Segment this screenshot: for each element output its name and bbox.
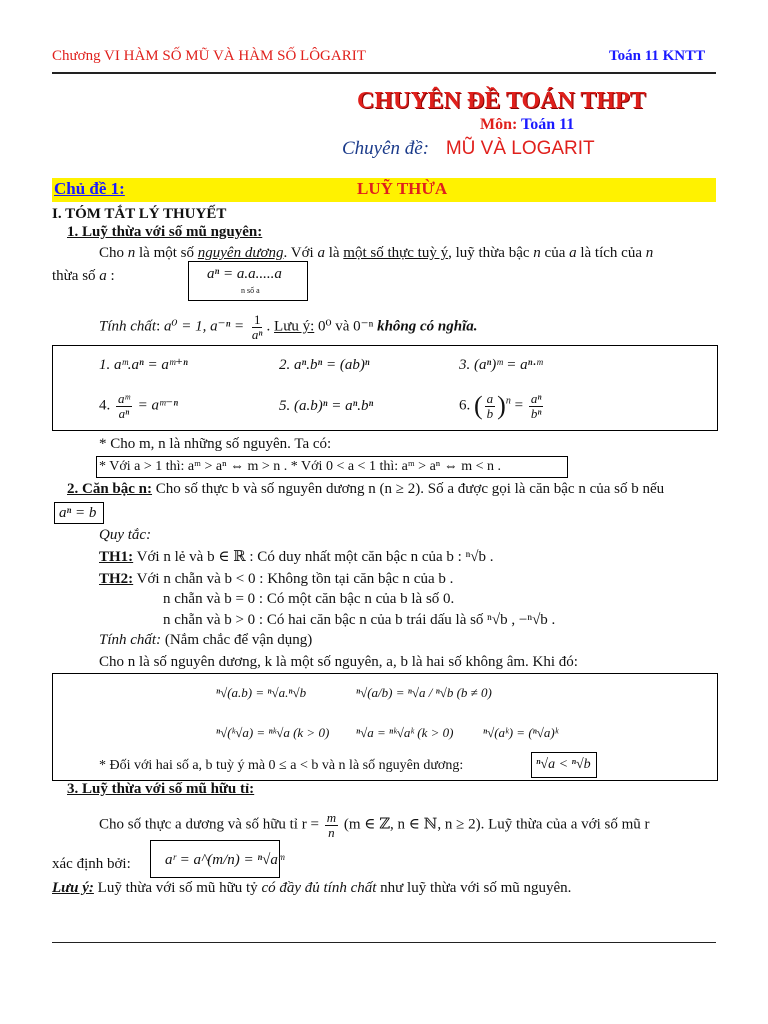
integers-note: * Cho m, n là những số nguyên. Ta có: [99, 436, 332, 452]
def-var-a: a [317, 245, 325, 261]
topic-label: Chuyên đề: [342, 138, 430, 159]
case-1-label: TH1: [99, 549, 134, 565]
root-definition [67, 481, 664, 498]
fraction-denominator: n [328, 824, 335, 840]
fraction-numerator: 1 [253, 312, 261, 327]
property-formula: a⁰ = 1, a⁻ⁿ = [164, 318, 245, 335]
case-2 [99, 571, 453, 588]
def-text: , luỹ thừa bậc [448, 245, 530, 261]
def-var-n: n [645, 245, 654, 261]
rational-note [52, 880, 571, 897]
case-1-text: Với n lẻ và b ∈ ℝ : Có duy nhất một căn bậc n của b : ⁿ√b . [136, 549, 494, 565]
rule-6-fraction [485, 392, 496, 420]
subject-label: Môn: [480, 116, 518, 133]
root-properties-label [99, 632, 312, 649]
def-var-a: a [99, 268, 107, 284]
case-1 [99, 549, 494, 566]
section-heading: I. TÓM TẮT LÝ THUYẾT [52, 206, 227, 222]
footer-rule [52, 942, 716, 943]
root-compare: * Đối với hai số a, b tuỳ ý mà 0 ≤ a < b và n là số nguyên dương: [99, 758, 464, 773]
note-emphasis: không có nghĩa. [377, 318, 478, 335]
doc-title: CHUYÊN ĐỀ TOÁN THPT [357, 88, 646, 114]
header-chapter: Chương VI HÀM SỐ MŨ VÀ HÀM SỐ LÔGARIT [52, 48, 366, 64]
def-term: nguyên dương [197, 245, 284, 261]
fraction-numerator: aⁿ [530, 391, 542, 407]
header-rule [52, 72, 716, 74]
rule-rhs: = aᵐ⁻ⁿ [137, 397, 178, 414]
root-compare-formula: ⁿ√a < ⁿ√b [536, 757, 591, 772]
def-text: . Với [283, 245, 314, 261]
root-definition-box [54, 502, 104, 524]
root-formula-1: ⁿ√(a.b) = ⁿ√a.ⁿ√b [216, 685, 307, 700]
subject-value: Toán 11 [521, 116, 575, 133]
header-course: Toán 11 KNTT [609, 48, 706, 64]
root-formula-2: ⁿ√(a/b) = ⁿ√a / ⁿ√b (b ≠ 0) [356, 685, 492, 700]
topic-line [342, 139, 595, 160]
fraction-numerator: m [326, 810, 337, 825]
rules-label: Quy tắc: [99, 527, 152, 543]
root-formula-4: ⁿ√a = ⁿᵏ√aᵏ (k > 0) [356, 725, 454, 740]
rule-number: 4. [99, 397, 111, 414]
root-definition-formula: aⁿ = b [59, 505, 97, 521]
root-formula-3: ⁿ√(ᵏ√a) = ⁿᵏ√a (k > 0) [216, 725, 330, 740]
def-text: của [544, 245, 566, 261]
rational-text: Cho số thực a dương và số hữu tỉ r = [99, 816, 319, 833]
rule-4 [99, 392, 178, 420]
rational-note-label: Lưu ý: [52, 880, 94, 896]
rule-6-rhs-fraction [529, 392, 544, 420]
rational-formula: aʳ = a^(m/n) = ⁿ√aᵐ [165, 852, 285, 868]
case-2-c: n chẵn và b > 0 : Có hai căn bậc n của b trái dấu là số ⁿ√b , −ⁿ√b . [163, 612, 556, 628]
fraction-denominator: bⁿ [530, 405, 542, 421]
rational-definition [99, 811, 650, 839]
note-text: 0⁰ và 0⁻ⁿ [318, 318, 374, 335]
property-fraction [250, 313, 265, 341]
comparison-text: * Với a > 1 thì: aᵐ > aⁿ ⇔ m > n . * Với 0 < a < 1 thì: aᵐ > aⁿ ⇔ m < n . [99, 459, 501, 474]
rule-6: 6. ( $\frac{a}{b}$ )$^n$ = $\frac{\text{aⁿ}}{\text{bⁿ}}$ [459, 391, 542, 421]
fraction-denominator: b [486, 405, 494, 421]
definition-line-2: thừa số a : [52, 268, 115, 284]
topic-name: LUỸ THỪA [357, 179, 448, 198]
def-text: là một số [139, 245, 195, 261]
rational-note-text: Luỹ thừa với số mũ hữu tỷ [97, 880, 258, 896]
fraction-denominator: aⁿ [118, 405, 130, 421]
rational-formula-box [150, 840, 285, 878]
rule-4-fraction [116, 392, 132, 420]
definition-formula-box [188, 261, 308, 301]
rule-number: 6. [459, 397, 471, 414]
rule-1: 1. aᵐ.aⁿ = aᵐ⁺ⁿ [99, 357, 188, 373]
case-2-label: TH2: [99, 571, 134, 587]
definition-formula-underbrace: n số a [241, 286, 260, 295]
case-2-b: n chẵn và b = 0 : Có một căn bậc n của b là số 0. [163, 591, 455, 607]
fraction-numerator: a [486, 391, 494, 407]
rational-text-b: (m ∈ ℤ, n ∈ ℕ, n ≥ 2). Luỹ thừa của a với số mũ r [343, 816, 650, 833]
rule-2: 2. aⁿ.bⁿ = (ab)ⁿ [279, 357, 370, 373]
definition-line-1 [99, 245, 653, 262]
def-term: một số thực tuỳ ý [343, 245, 449, 261]
def-text: thừa số [52, 268, 96, 284]
def-text: là [328, 245, 340, 261]
fraction-numerator: aᵐ [118, 391, 130, 406]
rational-note-emphasis: có đầy đủ tính chất [261, 880, 377, 896]
rational-note-text-b: như luỹ thừa với số mũ nguyên. [380, 880, 572, 896]
def-text: Cho [99, 245, 125, 261]
definition-formula: aⁿ = a.a.....a [207, 266, 282, 282]
def-var-a: a [569, 245, 577, 261]
sub-heading-3: 3. Luỹ thừa với số mũ hữu tỉ: [67, 781, 255, 797]
subject-line [480, 116, 574, 134]
def-var-n: n [533, 245, 541, 261]
topic-number: Chủ đề 1: [54, 179, 125, 198]
property-line: Tính chất: a⁰ = 1, a⁻ⁿ = $\frac{1}{\text{aⁿ}}$ . Lưu ý: 0⁰ và 0⁻ⁿ không có nghĩa. [99, 312, 478, 342]
topic-value: MŨ VÀ LOGARIT [445, 138, 595, 159]
root-definition-text: Cho số thực b và số nguyên dương n (n ≥ 2). Số a được gọi là căn bậc n của số b nếu [155, 481, 665, 497]
case-2-text-a: Với n chẵn và b < 0 : Không tồn tại căn bậc n của b . [136, 571, 454, 587]
rational-fraction [325, 811, 338, 839]
rule-3: 3. (aⁿ)ᵐ = aⁿ·ᵐ [459, 357, 543, 373]
def-text: là tích của [580, 245, 642, 261]
root-properties-intro: Cho n là số nguyên dương, k là một số nguyên, a, b là hai số không âm. Khi đó: [99, 654, 578, 670]
rule-5: 5. (a.b)ⁿ = aⁿ.bⁿ [279, 398, 374, 414]
property-label: Tính chất [99, 318, 157, 335]
root-formula-5: ⁿ√(aᵏ) = (ⁿ√a)ᵏ [483, 725, 559, 740]
def-var-n: n [127, 245, 136, 261]
note-label: Lưu ý: [274, 318, 315, 335]
sub-heading-1: 1. Luỹ thừa với số mũ nguyên: [67, 224, 263, 240]
root-properties-title: Tính chất: [99, 632, 162, 648]
sub-heading-2: 2. Căn bậc n: [67, 481, 153, 497]
root-properties-note: (Nắm chắc để vận dụng) [164, 632, 313, 648]
root-compare-box [531, 752, 597, 778]
rational-defined-by: xác định bởi: [52, 856, 131, 872]
fraction-denominator: aⁿ [251, 326, 263, 342]
